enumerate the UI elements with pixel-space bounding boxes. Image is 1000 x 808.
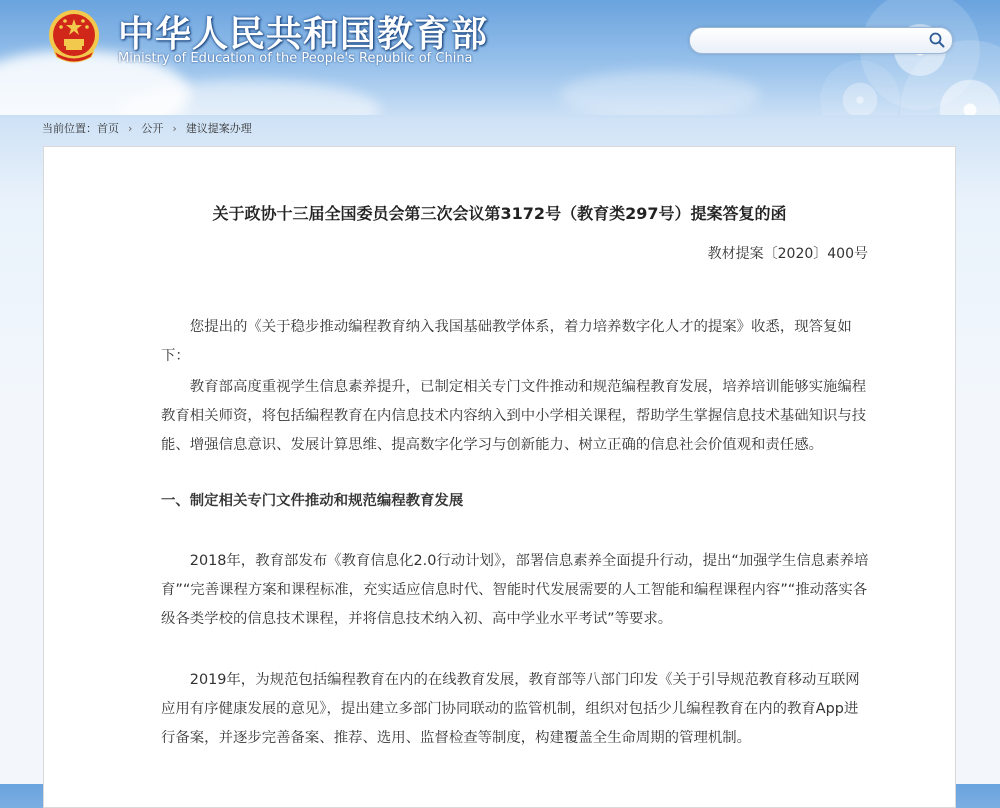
- cloud-decoration: [560, 70, 760, 115]
- breadcrumb-home-link[interactable]: 首页: [97, 122, 119, 135]
- breadcrumb: [42, 120, 252, 136]
- breadcrumb-proposals-link[interactable]: 建议提案办理: [185, 122, 252, 135]
- breadcrumb-public-link[interactable]: 公开: [141, 122, 164, 135]
- search-input[interactable]: [700, 30, 924, 52]
- search-box: [689, 27, 953, 54]
- site-banner: [0, 0, 1000, 115]
- site-title: 中华人民共和国教育部: [118, 14, 489, 55]
- breadcrumb-prefix: 当前位置：: [42, 122, 97, 135]
- article-paragraph: 2019年，为规范包括编程教育在内的在线教育发展，教育部等八部门印发《关于引导规范教育移动互联网应用有序健康发展的意见》，提出建立多部门协同联动的监管机制，组织对包括少儿编程教育在内的教育App进行备案，并逐步完善备案、推荐、选用、监督检查等制度，构建覆盖全生命周期的管理机制。: [161, 672, 860, 746]
- document-number: 教材提案〔2020〕400号: [707, 246, 868, 262]
- section-heading: 一、制定相关专门文件推动和规范编程教育发展: [161, 493, 464, 509]
- search-icon[interactable]: [928, 31, 946, 49]
- chevron-right-icon: ›: [172, 122, 177, 135]
- article-paragraph: 您提出的《关于稳步推动编程教育纳入我国基础教学体系，着力培养数字化人才的提案》收悉，现答复如下：: [161, 319, 852, 364]
- chevron-right-icon: ›: [128, 122, 133, 135]
- national-emblem-icon: [44, 7, 104, 67]
- site-subtitle: Ministry of Education of the People's Republic of China: [118, 51, 473, 66]
- article-title: 关于政协十三届全国委员会第三次会议第3172号（教育类297号）提案答复的函: [212, 204, 787, 223]
- article-paragraph: 2018年，教育部发布《教育信息化2.0行动计划》，部署信息素养全面提升行动，提出“加强学生信息素养培育”“完善课程方案和课程标准，充实适应信息时代、智能时代发展需要的人工智能和编程课程内容”“推动落实各级各类学校的信息技术课程，并将信息技术纳入初、高中学业水平考试”等要求。: [161, 553, 869, 627]
- article-paragraph: 教育部高度重视学生信息素养提升，已制定相关专门文件推动和规范编程教育发展，培养培训能够实施编程教育相关师资，将包括编程教育在内信息技术内容纳入到中小学相关课程，帮助学生掌握信息技术基础知识与技能、增强信息意识、发展计算思维、提高数字化学习与创新能力、树立正确的信息社会价值观和责任感。: [161, 379, 867, 453]
- article-panel: [43, 146, 956, 808]
